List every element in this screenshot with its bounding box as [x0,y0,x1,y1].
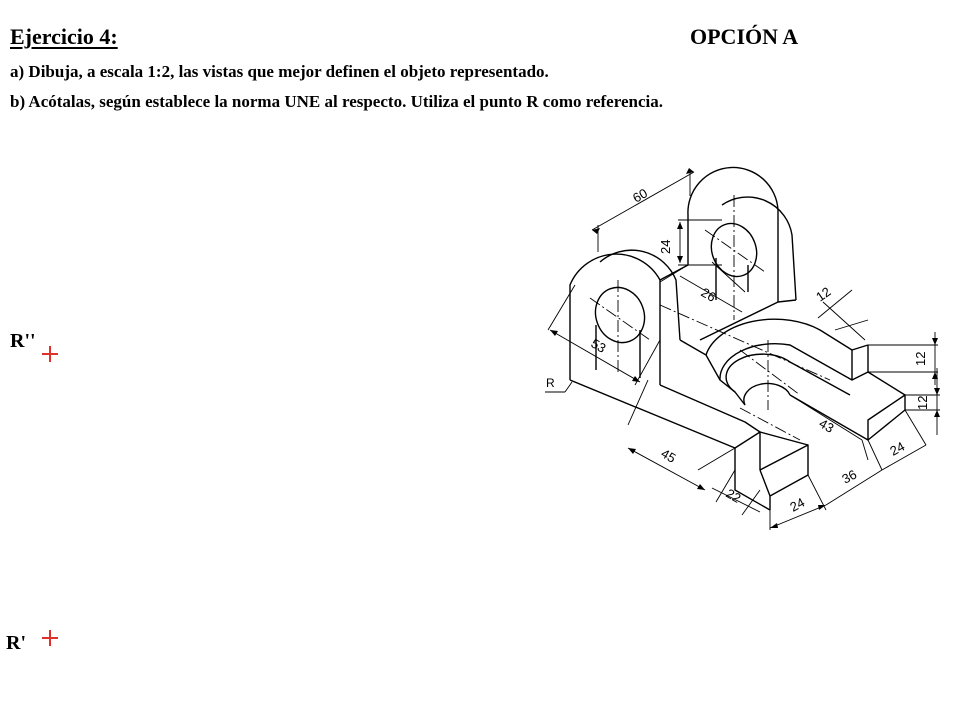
option-label: OPCIÓN A [690,24,799,49]
dim-36: 36 [839,466,860,487]
reference-r-single-label: R' [6,632,26,654]
back-upright [688,167,796,302]
dim-45: 45 [658,445,679,466]
dim-12-top: 12 [813,283,834,305]
slotted-block [706,319,905,440]
dim-53: 53 [588,335,609,356]
dim-24-vertical: 24 [658,239,673,254]
dim-26: 26 [698,284,719,305]
dimension-arrowheads [550,168,940,528]
dim-22: 22 [723,485,744,506]
dim-60: 60 [630,185,651,206]
dim-43: 43 [816,415,837,436]
base-plate [570,265,808,510]
instruction-b: b) Acótalas, según establece la norma UNE al respecto. Utiliza el punto R como referencia. [10,92,663,111]
dim-24-bottom: 24 [787,494,808,515]
dim-12-right-lower: 12 [915,395,930,410]
point-r-label: R [546,376,555,390]
exercise-title: Ejercicio 4: [10,24,118,49]
front-upright [570,250,680,385]
dim-24-right: 24 [887,438,908,459]
reference-r-double-label: R'' [10,330,36,352]
dim-12-right: 12 [913,351,928,366]
instruction-a: a) Dibuja, a escala 1:2, las vistas que mejor definen el objeto representado. [10,62,549,81]
